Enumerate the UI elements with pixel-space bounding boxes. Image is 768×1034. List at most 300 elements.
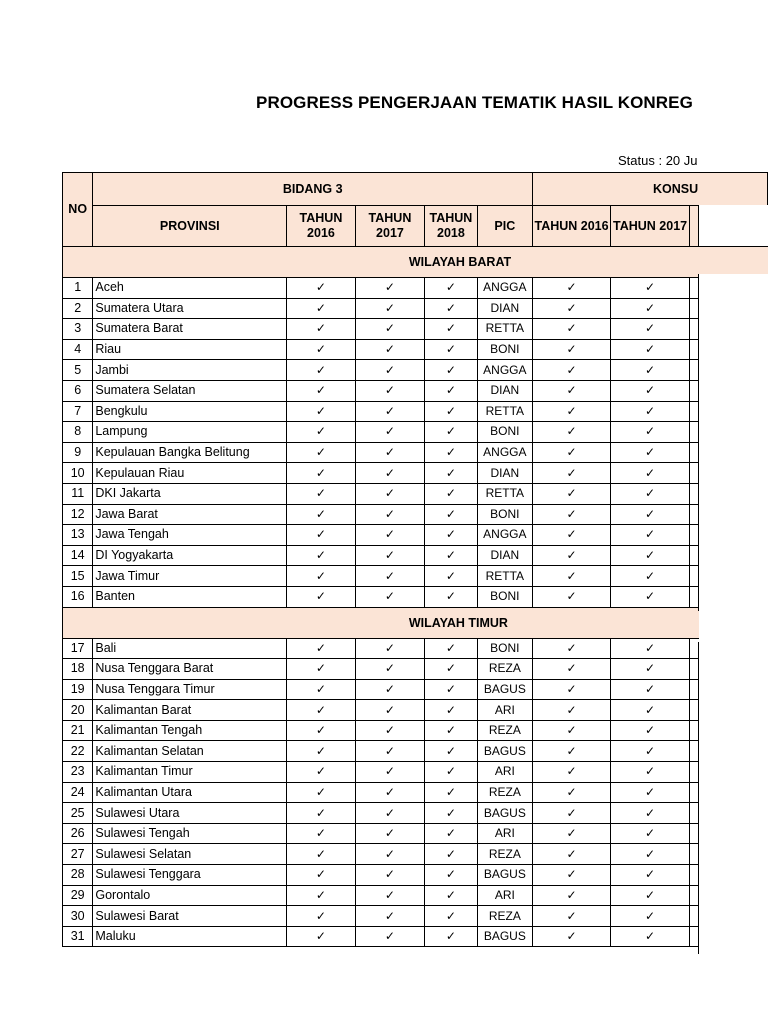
check-tahun-2018: ✓: [425, 278, 477, 299]
check-konsu-2016: ✓: [533, 803, 611, 824]
pic-name: ANGGA: [477, 525, 532, 546]
table-row: [63, 741, 768, 762]
province-name: Sulawesi Selatan: [93, 844, 287, 865]
check-tahun-2018: ✓: [425, 442, 477, 463]
check-tahun-2017: ✓: [355, 463, 424, 484]
row-number: 9: [63, 442, 93, 463]
check-konsu-2017: ✓: [611, 545, 690, 566]
clip-cover: [699, 274, 768, 1034]
check-tahun-2018: ✓: [425, 545, 477, 566]
province-name: Jawa Timur: [93, 566, 287, 587]
check-tahun-2018: ✓: [425, 700, 477, 721]
check-tahun-2018: ✓: [425, 679, 477, 700]
province-name: Sumatera Barat: [93, 319, 287, 340]
table-row: [63, 865, 768, 886]
pic-name: RETTA: [477, 319, 532, 340]
check-konsu-2017: ✓: [611, 762, 690, 783]
table-row: [63, 638, 768, 659]
check-konsu-2017: ✓: [611, 906, 690, 927]
province-name: Kalimantan Barat: [93, 700, 287, 721]
check-tahun-2017: ✓: [355, 319, 424, 340]
check-konsu-2016: ✓: [533, 700, 611, 721]
check-konsu-2016: ✓: [533, 442, 611, 463]
check-tahun-2017: ✓: [355, 659, 424, 680]
section-label: WILAYAH BARAT: [93, 247, 768, 278]
check-konsu-2017: ✓: [611, 844, 690, 865]
province-name: Sulawesi Utara: [93, 803, 287, 824]
check-konsu-2016: ✓: [533, 483, 611, 504]
check-konsu-2017: ✓: [611, 741, 690, 762]
check-konsu-2016: ✓: [533, 401, 611, 422]
row-number: 30: [63, 906, 93, 927]
check-tahun-2016: ✓: [287, 380, 356, 401]
check-tahun-2016: ✓: [287, 720, 356, 741]
check-konsu-2017: ✓: [611, 525, 690, 546]
pic-name: ARI: [477, 700, 532, 721]
row-number: 29: [63, 885, 93, 906]
pic-name: BAGUS: [477, 741, 532, 762]
province-name: Kepulauan Bangka Belitung: [93, 442, 287, 463]
check-tahun-2016: ✓: [287, 566, 356, 587]
check-tahun-2016: ✓: [287, 545, 356, 566]
table-edge: [698, 274, 699, 611]
check-tahun-2016: ✓: [287, 700, 356, 721]
check-tahun-2018: ✓: [425, 720, 477, 741]
check-konsu-2016: ✓: [533, 298, 611, 319]
check-tahun-2018: ✓: [425, 659, 477, 680]
page-title: PROGRESS PENGERJAAN TEMATIK HASIL KONREG: [256, 93, 693, 112]
province-name: Sumatera Utara: [93, 298, 287, 319]
province-name: Riau: [93, 339, 287, 360]
clip-cover: [699, 205, 768, 246]
check-tahun-2016: ✓: [287, 638, 356, 659]
check-konsu-2017: ✓: [611, 339, 690, 360]
check-tahun-2017: ✓: [355, 278, 424, 299]
check-konsu-2016: ✓: [533, 319, 611, 340]
check-tahun-2016: ✓: [287, 298, 356, 319]
pic-name: BAGUS: [477, 679, 532, 700]
check-konsu-2017: ✓: [611, 586, 690, 607]
row-number: 20: [63, 700, 93, 721]
check-konsu-2016: ✓: [533, 679, 611, 700]
check-konsu-2016: ✓: [533, 566, 611, 587]
province-name: Kepulauan Riau: [93, 463, 287, 484]
pic-name: BONI: [477, 638, 532, 659]
table-edge: [698, 642, 699, 954]
pic-name: REZA: [477, 659, 532, 680]
pic-name: RETTA: [477, 566, 532, 587]
check-tahun-2017: ✓: [355, 885, 424, 906]
check-tahun-2017: ✓: [355, 360, 424, 381]
check-tahun-2016: ✓: [287, 319, 356, 340]
table-row: [63, 906, 768, 927]
status-text: Status : 20 Ju: [618, 153, 698, 168]
check-tahun-2016: ✓: [287, 586, 356, 607]
check-tahun-2017: ✓: [355, 525, 424, 546]
check-tahun-2018: ✓: [425, 298, 477, 319]
table-row: [63, 803, 768, 824]
province-name: Sumatera Selatan: [93, 380, 287, 401]
row-number: 10: [63, 463, 93, 484]
check-konsu-2017: ✓: [611, 360, 690, 381]
row-number: 3: [63, 319, 93, 340]
pic-name: REZA: [477, 720, 532, 741]
row-number: 6: [63, 380, 93, 401]
row-number: 22: [63, 741, 93, 762]
check-konsu-2016: ✓: [533, 720, 611, 741]
table-row: [63, 442, 768, 463]
check-tahun-2017: ✓: [355, 803, 424, 824]
check-konsu-2017: ✓: [611, 720, 690, 741]
check-konsu-2017: ✓: [611, 278, 690, 299]
row-number: 7: [63, 401, 93, 422]
check-tahun-2016: ✓: [287, 525, 356, 546]
pic-name: BAGUS: [477, 926, 532, 947]
check-konsu-2016: ✓: [533, 885, 611, 906]
pic-name: REZA: [477, 844, 532, 865]
check-tahun-2016: ✓: [287, 401, 356, 422]
check-tahun-2017: ✓: [355, 483, 424, 504]
check-tahun-2018: ✓: [425, 401, 477, 422]
province-name: Banten: [93, 586, 287, 607]
row-number: 8: [63, 422, 93, 443]
province-name: Kalimantan Tengah: [93, 720, 287, 741]
check-tahun-2016: ✓: [287, 339, 356, 360]
check-konsu-2017: ✓: [611, 782, 690, 803]
check-tahun-2017: ✓: [355, 380, 424, 401]
table-row: [63, 844, 768, 865]
section-row: [63, 607, 768, 638]
header-tahun-2016: TAHUN 2016: [287, 206, 356, 247]
check-tahun-2018: ✓: [425, 844, 477, 865]
check-tahun-2016: ✓: [287, 483, 356, 504]
check-tahun-2017: ✓: [355, 339, 424, 360]
table-row: [63, 401, 768, 422]
check-tahun-2018: ✓: [425, 823, 477, 844]
table-row: [63, 483, 768, 504]
province-name: Sulawesi Tengah: [93, 823, 287, 844]
header-provinsi: PROVINSI: [93, 206, 287, 247]
check-konsu-2016: ✓: [533, 782, 611, 803]
row-number: 19: [63, 679, 93, 700]
check-konsu-2016: ✓: [533, 865, 611, 886]
header-tahun-2017: TAHUN 2017: [355, 206, 424, 247]
pic-name: DIAN: [477, 298, 532, 319]
check-tahun-2017: ✓: [355, 401, 424, 422]
check-tahun-2018: ✓: [425, 586, 477, 607]
header-konsu: KONSU: [533, 173, 768, 206]
province-name: Maluku: [93, 926, 287, 947]
table-row: [63, 463, 768, 484]
province-name: Jawa Barat: [93, 504, 287, 525]
row-number: 16: [63, 586, 93, 607]
check-tahun-2018: ✓: [425, 906, 477, 927]
check-tahun-2017: ✓: [355, 741, 424, 762]
check-konsu-2017: ✓: [611, 700, 690, 721]
check-konsu-2016: ✓: [533, 525, 611, 546]
pic-name: ANGGA: [477, 278, 532, 299]
pic-name: DIAN: [477, 380, 532, 401]
province-name: Kalimantan Timur: [93, 762, 287, 783]
check-konsu-2016: ✓: [533, 278, 611, 299]
table-row: [63, 360, 768, 381]
row-number: 23: [63, 762, 93, 783]
check-tahun-2017: ✓: [355, 823, 424, 844]
check-konsu-2017: ✓: [611, 463, 690, 484]
check-tahun-2016: ✓: [287, 844, 356, 865]
check-tahun-2017: ✓: [355, 638, 424, 659]
check-konsu-2017: ✓: [611, 823, 690, 844]
check-tahun-2017: ✓: [355, 545, 424, 566]
check-konsu-2017: ✓: [611, 679, 690, 700]
province-name: Nusa Tenggara Barat: [93, 659, 287, 680]
section-row: [63, 247, 768, 278]
province-name: Bali: [93, 638, 287, 659]
pic-name: ARI: [477, 885, 532, 906]
province-name: Jawa Tengah: [93, 525, 287, 546]
province-name: DKI Jakarta: [93, 483, 287, 504]
check-tahun-2018: ✓: [425, 566, 477, 587]
pic-name: BONI: [477, 422, 532, 443]
check-konsu-2016: ✓: [533, 659, 611, 680]
province-name: Sulawesi Barat: [93, 906, 287, 927]
pic-name: REZA: [477, 782, 532, 803]
check-tahun-2017: ✓: [355, 762, 424, 783]
row-number: 27: [63, 844, 93, 865]
check-konsu-2016: ✓: [533, 380, 611, 401]
table-row: [63, 700, 768, 721]
pic-name: BONI: [477, 339, 532, 360]
pic-name: RETTA: [477, 483, 532, 504]
row-number: 5: [63, 360, 93, 381]
check-tahun-2017: ✓: [355, 720, 424, 741]
row-number: 24: [63, 782, 93, 803]
row-number: 13: [63, 525, 93, 546]
check-tahun-2016: ✓: [287, 422, 356, 443]
pic-name: ANGGA: [477, 442, 532, 463]
row-number: 1: [63, 278, 93, 299]
check-konsu-2017: ✓: [611, 885, 690, 906]
header-pic: PIC: [477, 206, 532, 247]
check-tahun-2018: ✓: [425, 926, 477, 947]
check-tahun-2016: ✓: [287, 659, 356, 680]
table-row: [63, 762, 768, 783]
header-no: NO: [63, 173, 93, 247]
check-tahun-2018: ✓: [425, 803, 477, 824]
check-tahun-2016: ✓: [287, 463, 356, 484]
check-konsu-2017: ✓: [611, 504, 690, 525]
table-row: [63, 545, 768, 566]
check-tahun-2016: ✓: [287, 360, 356, 381]
check-tahun-2018: ✓: [425, 782, 477, 803]
check-konsu-2017: ✓: [611, 483, 690, 504]
row-number: 26: [63, 823, 93, 844]
check-tahun-2018: ✓: [425, 525, 477, 546]
check-konsu-2016: ✓: [533, 545, 611, 566]
check-tahun-2017: ✓: [355, 504, 424, 525]
table-row: [63, 278, 768, 299]
check-tahun-2017: ✓: [355, 906, 424, 927]
header-konsu-tahun-2016: TAHUN 2016: [533, 206, 611, 247]
province-name: Kalimantan Selatan: [93, 741, 287, 762]
check-konsu-2016: ✓: [533, 360, 611, 381]
pic-name: BONI: [477, 504, 532, 525]
pic-name: BAGUS: [477, 865, 532, 886]
check-tahun-2016: ✓: [287, 504, 356, 525]
check-tahun-2018: ✓: [425, 422, 477, 443]
check-konsu-2017: ✓: [611, 298, 690, 319]
check-konsu-2016: ✓: [533, 463, 611, 484]
check-tahun-2016: ✓: [287, 442, 356, 463]
row-number: 25: [63, 803, 93, 824]
check-tahun-2018: ✓: [425, 885, 477, 906]
section-spacer: [63, 607, 93, 638]
province-name: Bengkulu: [93, 401, 287, 422]
check-tahun-2016: ✓: [287, 762, 356, 783]
row-number: 31: [63, 926, 93, 947]
row-number: 21: [63, 720, 93, 741]
check-tahun-2017: ✓: [355, 442, 424, 463]
check-konsu-2017: ✓: [611, 566, 690, 587]
province-name: Aceh: [93, 278, 287, 299]
check-konsu-2017: ✓: [611, 803, 690, 824]
section-spacer: [63, 247, 93, 278]
check-konsu-2016: ✓: [533, 504, 611, 525]
table-row: [63, 319, 768, 340]
check-tahun-2018: ✓: [425, 865, 477, 886]
check-tahun-2017: ✓: [355, 926, 424, 947]
check-konsu-2016: ✓: [533, 844, 611, 865]
table-row: [63, 586, 768, 607]
check-konsu-2016: ✓: [533, 586, 611, 607]
check-tahun-2016: ✓: [287, 803, 356, 824]
check-konsu-2017: ✓: [611, 638, 690, 659]
check-tahun-2016: ✓: [287, 926, 356, 947]
pic-name: BAGUS: [477, 803, 532, 824]
province-name: DI Yogyakarta: [93, 545, 287, 566]
check-tahun-2018: ✓: [425, 741, 477, 762]
province-name: Nusa Tenggara Timur: [93, 679, 287, 700]
check-konsu-2016: ✓: [533, 926, 611, 947]
table-edge: [698, 205, 699, 246]
check-konsu-2017: ✓: [611, 926, 690, 947]
table-row: [63, 885, 768, 906]
check-tahun-2017: ✓: [355, 782, 424, 803]
check-konsu-2017: ✓: [611, 401, 690, 422]
table-row: [63, 422, 768, 443]
check-tahun-2018: ✓: [425, 319, 477, 340]
table-row: [63, 926, 768, 947]
check-tahun-2017: ✓: [355, 566, 424, 587]
header-tahun-2018: TAHUN 2018: [425, 206, 477, 247]
check-konsu-2016: ✓: [533, 823, 611, 844]
row-number: 17: [63, 638, 93, 659]
check-tahun-2018: ✓: [425, 483, 477, 504]
check-tahun-2017: ✓: [355, 844, 424, 865]
check-tahun-2017: ✓: [355, 298, 424, 319]
pic-name: BONI: [477, 586, 532, 607]
row-number: 11: [63, 483, 93, 504]
table-row: [63, 659, 768, 680]
table-row: [63, 339, 768, 360]
row-number: 12: [63, 504, 93, 525]
table-row: [63, 566, 768, 587]
section-label: WILAYAH TIMUR: [93, 607, 768, 638]
pic-name: ANGGA: [477, 360, 532, 381]
pic-name: DIAN: [477, 463, 532, 484]
table-row: [63, 679, 768, 700]
progress-table: [62, 172, 768, 947]
table-row: [63, 525, 768, 546]
check-konsu-2017: ✓: [611, 659, 690, 680]
province-name: Sulawesi Tenggara: [93, 865, 287, 886]
check-konsu-2017: ✓: [611, 319, 690, 340]
check-tahun-2018: ✓: [425, 463, 477, 484]
check-konsu-2017: ✓: [611, 442, 690, 463]
check-konsu-2017: ✓: [611, 422, 690, 443]
check-tahun-2016: ✓: [287, 906, 356, 927]
pic-name: ARI: [477, 762, 532, 783]
check-tahun-2017: ✓: [355, 422, 424, 443]
check-tahun-2016: ✓: [287, 865, 356, 886]
province-name: Gorontalo: [93, 885, 287, 906]
table-row: [63, 380, 768, 401]
check-konsu-2016: ✓: [533, 906, 611, 927]
check-konsu-2016: ✓: [533, 422, 611, 443]
check-tahun-2016: ✓: [287, 782, 356, 803]
check-konsu-2016: ✓: [533, 741, 611, 762]
table-row: [63, 720, 768, 741]
check-tahun-2018: ✓: [425, 360, 477, 381]
row-number: 18: [63, 659, 93, 680]
row-number: 28: [63, 865, 93, 886]
check-tahun-2016: ✓: [287, 679, 356, 700]
province-name: Lampung: [93, 422, 287, 443]
check-tahun-2016: ✓: [287, 823, 356, 844]
check-konsu-2016: ✓: [533, 638, 611, 659]
table-row: [63, 298, 768, 319]
check-tahun-2017: ✓: [355, 865, 424, 886]
pic-name: REZA: [477, 906, 532, 927]
header-bidang: BIDANG 3: [93, 173, 533, 206]
province-name: Kalimantan Utara: [93, 782, 287, 803]
check-tahun-2018: ✓: [425, 504, 477, 525]
table-row: [63, 782, 768, 803]
table-row: [63, 504, 768, 525]
check-tahun-2017: ✓: [355, 586, 424, 607]
row-number: 2: [63, 298, 93, 319]
pic-name: ARI: [477, 823, 532, 844]
province-name: Jambi: [93, 360, 287, 381]
check-tahun-2018: ✓: [425, 638, 477, 659]
check-tahun-2018: ✓: [425, 339, 477, 360]
check-tahun-2016: ✓: [287, 741, 356, 762]
check-konsu-2017: ✓: [611, 865, 690, 886]
check-tahun-2016: ✓: [287, 885, 356, 906]
check-konsu-2017: ✓: [611, 380, 690, 401]
check-konsu-2016: ✓: [533, 762, 611, 783]
row-number: 4: [63, 339, 93, 360]
table-row: [63, 823, 768, 844]
check-konsu-2016: ✓: [533, 339, 611, 360]
header-konsu-tahun-2017: TAHUN 2017: [611, 206, 690, 247]
check-tahun-2017: ✓: [355, 679, 424, 700]
pic-name: DIAN: [477, 545, 532, 566]
check-tahun-2016: ✓: [287, 278, 356, 299]
row-number: 14: [63, 545, 93, 566]
check-tahun-2017: ✓: [355, 700, 424, 721]
pic-name: RETTA: [477, 401, 532, 422]
